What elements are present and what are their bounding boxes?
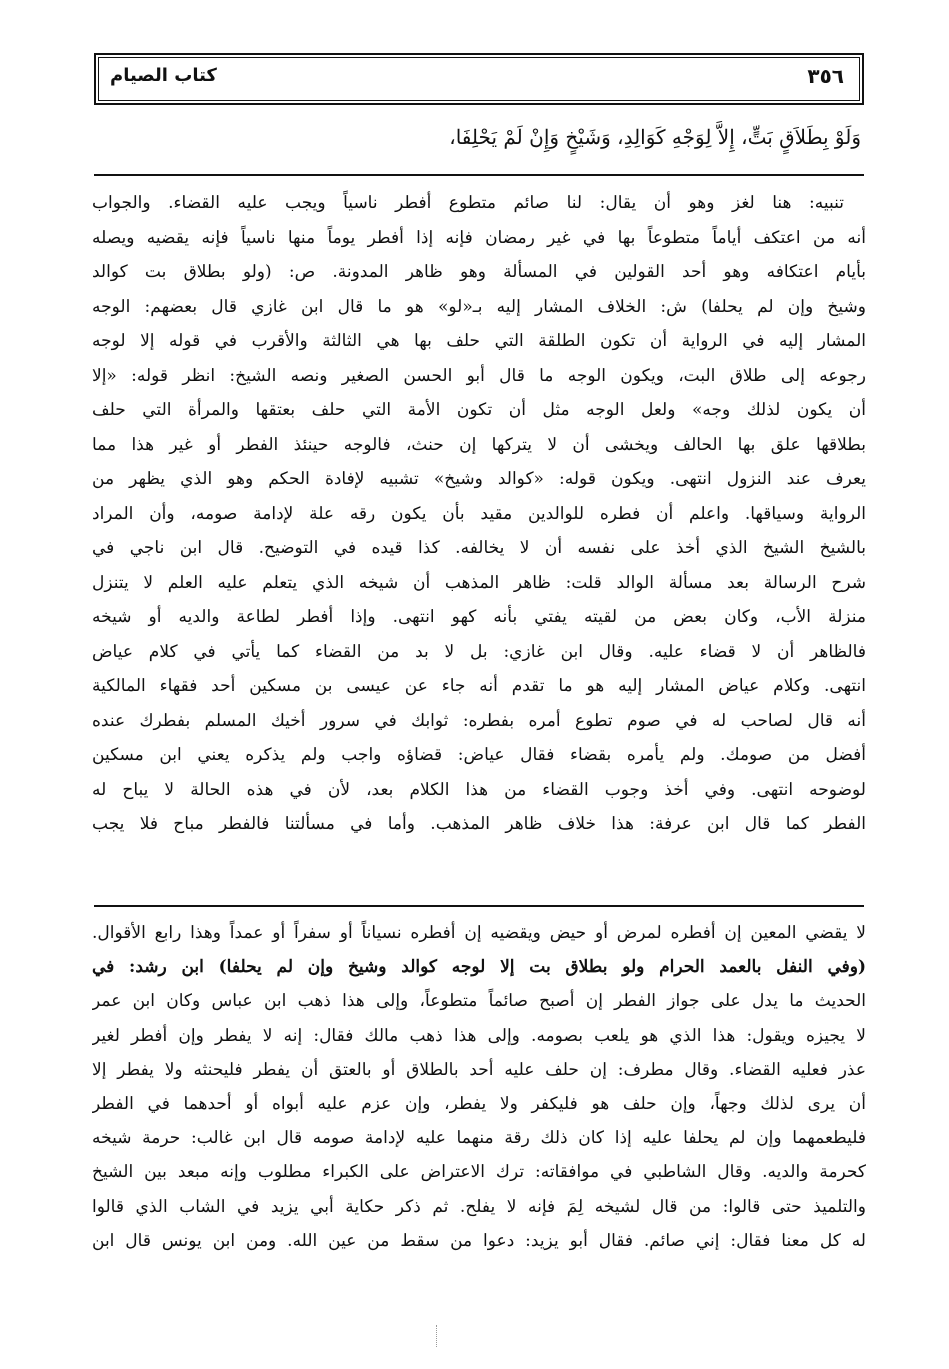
divider-top (94, 174, 864, 176)
commentary-line: انتهى. وكلام عياض المشار إليه هو ما تقدم أنه جاء عن عيسى بن مسكين أحد فقهاء المالكية (92, 676, 866, 696)
commentary-line: يعرف عند النزول انتهى. ويكون قوله: «كوالد وشيخ» تشبيه لإفادة الحكم وهو الذي يظهر من (92, 469, 866, 489)
footnote-line: لا يقضي المعين إن أفطره لمرض أو حيض ويقضيه إن أفطره نسياناً أو سفراً أو عمداً وهذا رابع الأقوال. (92, 923, 866, 943)
chapter-title: كتاب الصيام (110, 65, 217, 86)
commentary-line: شرح الرسالة بعد مسألة الوالد قلت: ظاهر المذهب أن شيخه الذي يتعلم عليه العلم لا يتنزل (92, 572, 866, 593)
commentary-line: الفطر كما قال ابن عرفة: هذا خلاف ظاهر المذهب. وأما في مسألتنا فالفطر مباح فلا يجب (92, 814, 866, 834)
commentary-line: بأيام اعتكافه وهو أحد القولين في المسألة وهو ظاهر المدونة. ص: (ولو بطلاق بت كوالد (92, 262, 866, 282)
commentary-text (92, 186, 866, 842)
footnote-line: والتلميذ حتى قالوا: من قال لشيخه لِمَ فإنه لا يفلح. ثم ذكر حكاية أبي يزيد في الشاب الذي قالوا (92, 1196, 866, 1217)
footnote-line: فليطعمهما وإن لم يحلفا عليه إذا كان ذلك رقة منهما عليه لإدامة صومه قال ابن غالب: حرمة شيخه (92, 1128, 866, 1149)
footnote-line: الحديث ما يدل على جواز الفطر إن أصبح صائماً متطوعاً، وإلى هذا ذهب ابن عباس وكان ابن عمر (92, 991, 866, 1012)
footnote-line: (وفي النفل بالعمد الحرام ولو بطلاق بت إلا لوجه كوالد وشيخ وإن لم يحلفا) ابن رشد: في (92, 957, 866, 978)
footnote-line: أن يرى لذلك وجهاً، وإن حلف هو فليكفر ولا يفطر، وإن عزم عليه أبواه أو أحدهما في الفطر (92, 1093, 866, 1114)
page-number: ٣٥٦ (807, 64, 844, 88)
scan-mark (436, 1325, 439, 1347)
footnote-line: عذر فعليه القضاء. وقال مطرف: إن حلف عليه أحد بالطلاق أو بالعتق أن يفطر فليحنثه ولا يفطر إلا (92, 1059, 866, 1080)
commentary-line: أن يكون لذلك وجه» ولعل الوجه مثل أن تكون الأمة التي حلف بعتقها والمرأة التي حلف (92, 400, 866, 420)
divider-footnote (94, 905, 864, 907)
matn-verse: وَلَوْ بِطَلاَقٍ بَتٍّ، إِلاَّ لِوَجْهِ كَوَالِدِ، وَشَيْخٍ وَإِنْ لَمْ يَحْلِفَا، (449, 125, 861, 149)
footnote-text (92, 916, 866, 1258)
commentary-line: الرواية وسياقها. واعلم أن فطره للوالدين مقيد بأن يكون رقه علة لإدامة صومه، وأن المراد (92, 503, 866, 524)
commentary-line: وشيخ وإن لم يحلفا) ش: الخلاف المشار إليه بـ«لو» هو ما قال ابن غازي قال بعضهم: الوجه (92, 296, 866, 317)
commentary-line: لوضوحه انتهى. وفي أخذ وجوب القضاء من هذا الكلام بعد، لأن في هذه الحالة لا يباح له (92, 779, 866, 800)
footnote-line: لا يجيزه ويقول: هذا الذي هو يلعب بصومه. وإلى هذا ذهب مالك فقال: إنه لا يفطر وإن أفطر لغير (92, 1025, 866, 1046)
commentary-line: تنبيه: هنا لغز وهو أن يقال: لنا صائم متطوع أفطر ناسياً ويجب عليه القضاء. والجواب (92, 193, 844, 213)
commentary-line: أفضل من صومك. ولم يأمره بقضاء فقال عياض: قضاؤه واجب ولم يذكره يعني ابن مسكين (92, 745, 866, 765)
commentary-line: أنه قال لصاحب له في صوم تطوع أمره بفطره: ثوابك في سرور أخيك المسلم بفطرك عنده (92, 710, 866, 731)
commentary-line: رجوعه إلى طلاق البت، ويكون الوجه ما قال أبو الحسن الصغير ونصه الشيخ: انظر قوله: «إلا (92, 365, 866, 386)
commentary-line: منزلة الأب، وكان بعض من لقيته يفتي بأنه كهو انتهى. وإذا أفطر لطاعة والديه أو شيخه (92, 607, 866, 627)
commentary-line: فالظاهر أن لا قضاء عليه. وقال ابن غازي: بل لا بد من القضاء كما يأتي في كلام عياض (92, 641, 866, 662)
footnote-line: كحرمة والديه. وقال الشاطبي في موافقاته: ترك الاعتراض على الكبراء مطلوب وإنه مبعد بين الشيخ (92, 1162, 866, 1183)
commentary-line: بالشيخ الشيخ الذي أخذ على نفسه أن لا يخالفه. كذا قيده في التوضيح. قال ابن ناجي في (92, 538, 866, 558)
footnote-line: له كل معنا فقال: إني صائم. فقال أبو يزيد: دعوا من سقط من عين الله. ومن ابن يونس قال ابن (92, 1230, 866, 1251)
page-header (94, 53, 864, 105)
commentary-line: أنه من اعتكف أياماً متطوعاً بها في غير رمضان فإنه إذا أفطر يوماً منها ناسياً فإنه يقضيه ويصله (92, 227, 866, 248)
commentary-line: بطلاقها علق بها الحالف ويخشى أن لا يتركها إن حنث، فالوجه حينئذ الفطر أو غير هذا مما (92, 434, 866, 455)
commentary-line: المشار إليه في الرواية أن تكون الطلقة التي حلف بها هي الثالثة والأقرب في قوله إلا لوجه (92, 331, 866, 351)
